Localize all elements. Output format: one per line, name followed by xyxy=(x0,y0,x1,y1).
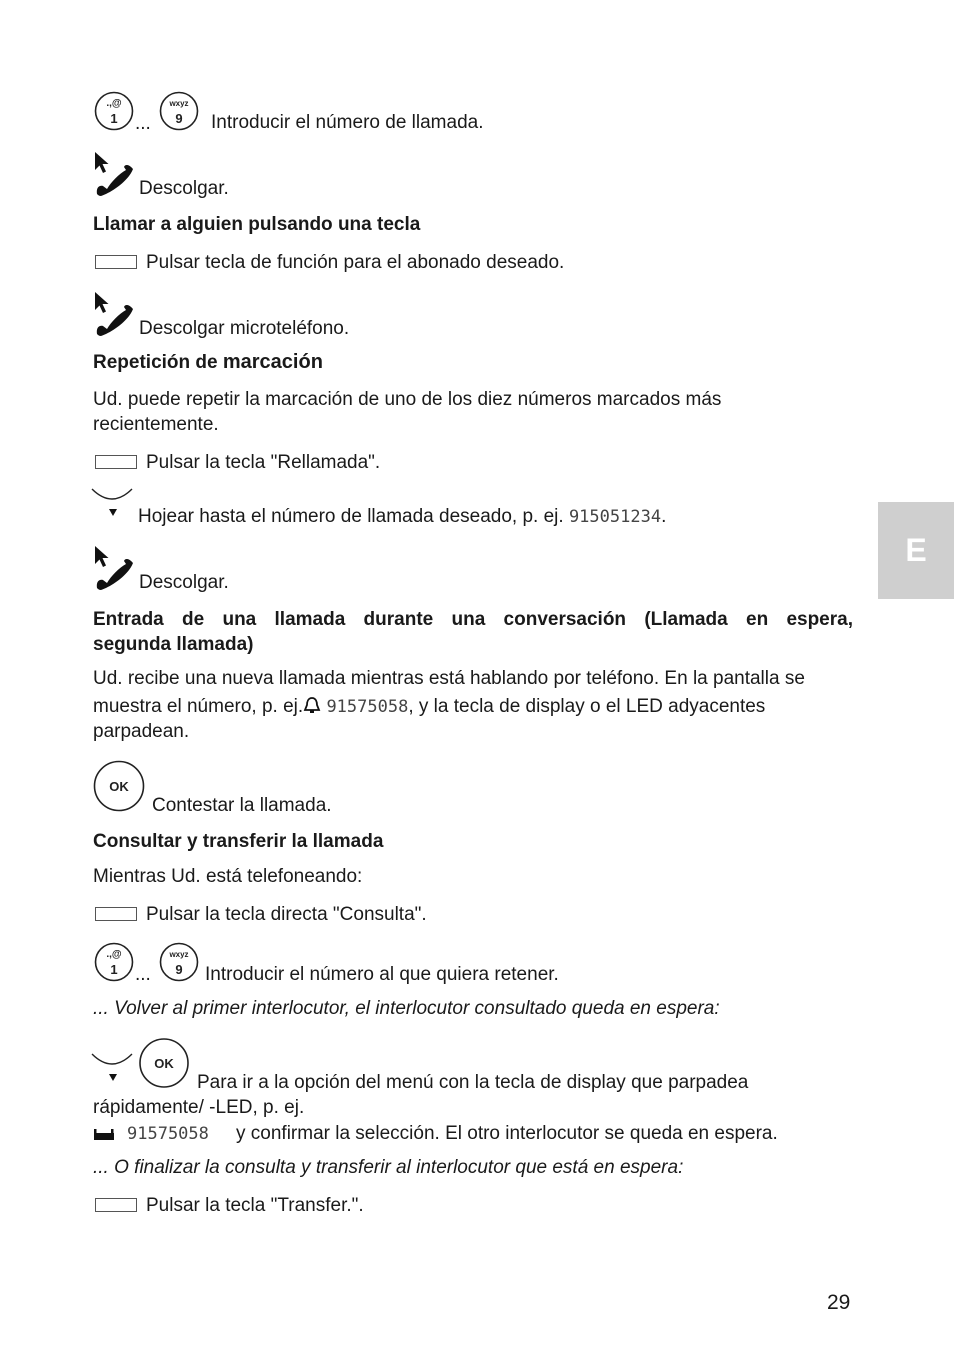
section-tab-label: E xyxy=(905,532,927,568)
page-number: 29 xyxy=(827,1291,851,1314)
key1-digit-label: 1 xyxy=(110,962,118,977)
press-consult-text: Pulsar la tecla directa "Consulta". xyxy=(146,904,427,925)
scroll-ok-icon xyxy=(91,1038,191,1090)
off-hook-icon xyxy=(93,290,135,338)
redial-heading-main: Repetición de xyxy=(93,352,218,373)
key1-top-label: .,@ xyxy=(106,949,122,960)
go-option-line2: rápidamente/ -LED, p. ej. xyxy=(93,1097,305,1118)
off-hook-icon xyxy=(93,150,135,198)
enter-number-hold-text: Introducir el número al que quiera retener. xyxy=(205,964,559,985)
waiting-number: 91575058 xyxy=(326,697,409,717)
call-waiting-desc-line1: Ud. recibe una nueva llamada mientras está hablando por teléfono. En la pantalla se xyxy=(93,668,805,689)
while-on-phone-text: Mientras Ud. está telefoneando: xyxy=(93,866,363,887)
off-hook-text: Descolgar. xyxy=(139,178,229,199)
call-waiting-desc-line3: parpadean. xyxy=(93,721,190,742)
enter-number-text: Introducir el número de llamada. xyxy=(211,112,484,133)
function-key-icon xyxy=(95,255,137,269)
function-key-icon xyxy=(95,1198,137,1212)
key1-top-label: .,@ xyxy=(106,98,122,109)
option-number: 91575058 xyxy=(127,1124,209,1144)
hold-icon xyxy=(93,1128,115,1142)
section-heading-call-waiting-line1: Entrada de una llamada durante una conversación (Llamada en espera, xyxy=(93,609,853,630)
section-tab xyxy=(878,502,954,599)
scroll-end: . xyxy=(661,506,667,527)
function-key-icon xyxy=(95,907,137,921)
ok-key-icon xyxy=(93,760,147,814)
redial-desc-line2: recientemente. xyxy=(93,414,219,435)
section-heading-call-waiting-line2: segunda llamada) xyxy=(93,634,254,655)
key9-digit-label: 9 xyxy=(175,962,183,977)
call-waiting-desc-line2 xyxy=(93,696,765,718)
function-key-icon xyxy=(95,455,137,469)
press-transfer-text: Pulsar la tecla "Transfer.". xyxy=(146,1195,364,1216)
off-hook-handset-text: Descolgar microteléfono. xyxy=(139,318,350,339)
go-option-line1: Para ir a la opción del menú con la tecla de display que parpadea xyxy=(197,1072,749,1093)
ok-key-label: OK xyxy=(109,779,129,794)
section-heading-one-touch: Llamar a alguien pulsando una tecla xyxy=(93,214,421,235)
ellipsis: ... xyxy=(135,113,151,134)
or-finish-text: ... O finalizar la consulta y transferir al interlocutor que está en espera: xyxy=(93,1157,684,1178)
bell-icon xyxy=(303,696,321,714)
section-heading-redial xyxy=(93,351,323,374)
redial-desc-line1: Ud. puede repetir la marcación de uno de los diez números marcados más xyxy=(93,389,722,410)
desc-line2-start: muestra el número, p. ej. xyxy=(93,696,304,717)
scroll-down-icon xyxy=(91,487,135,521)
ok-key-label: OK xyxy=(154,1056,174,1071)
ellipsis: ... xyxy=(135,964,151,985)
press-redial-text: Pulsar la tecla "Rellamada". xyxy=(146,452,381,473)
key9-top-label: wxyz xyxy=(169,99,189,108)
confirm-text: y confirmar la selección. El otro interlocutor se queda en espera. xyxy=(236,1123,778,1144)
redial-heading-tail: marcación xyxy=(222,351,323,373)
section-heading-consult: Consultar y transferir la llamada xyxy=(93,831,384,852)
return-first-text: ... Volver al primer interlocutor, el interlocutor consultado queda en espera: xyxy=(93,998,720,1019)
answer-text: Contestar la llamada. xyxy=(152,795,332,816)
off-hook-icon xyxy=(93,544,135,592)
press-function-key-text: Pulsar tecla de función para el abonado deseado. xyxy=(146,252,565,273)
scroll-text xyxy=(138,506,666,528)
key1-digit-label: 1 xyxy=(110,111,118,126)
example-number: 915051234 xyxy=(568,507,662,527)
desc-line2-end: , y la tecla de display o el LED adyacentes xyxy=(408,696,766,717)
key9-top-label: wxyz xyxy=(169,950,189,959)
key9-digit-label: 9 xyxy=(175,111,183,126)
off-hook-text: Descolgar. xyxy=(139,572,229,593)
scroll-instruction: Hojear hasta el número de llamada deseado, p. ej. xyxy=(138,506,564,527)
